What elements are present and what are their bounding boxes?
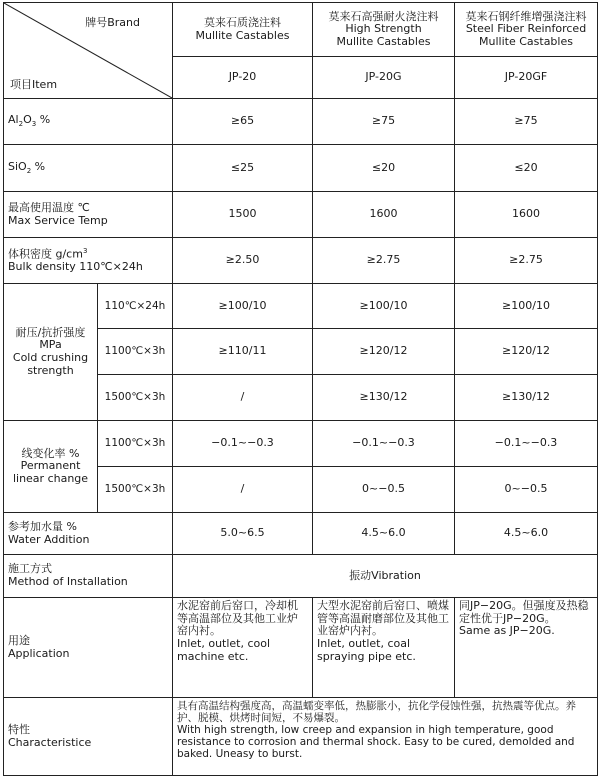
water-value-1: 5.0~6.5 — [173, 513, 313, 555]
strength-cond-2: 1100℃×3h — [98, 329, 173, 375]
bulk-density-value-3: ≥2.75 — [455, 238, 598, 284]
characteristic-label: 特性 Characteristice — [4, 698, 173, 776]
water-row — [4, 513, 598, 555]
installation-value: 振动Vibration — [173, 555, 598, 598]
col-header-3-en2: Mullite Castables — [479, 34, 573, 48]
bulk-density-value-2: ≥2.75 — [313, 238, 455, 284]
strength-value-1-1: ≥100/10 — [173, 284, 313, 329]
al2o3-label: $Al_2O_3$ % — [4, 99, 173, 145]
linear-change-value-2-1: / — [173, 467, 313, 513]
max-temp-value-2: 1600 — [313, 192, 455, 238]
application-value-3: 同JP−20G。但强度及热稳定性优于JP−20G。 Same as JP−20G. — [455, 598, 598, 698]
col-header-1 — [173, 3, 313, 57]
characteristic-row — [4, 698, 598, 776]
application-value-2: 大型水泥窑前后窑口、喷煤管等高温耐磨部位及其他工业窑炉内衬。 Inlet, outlet, coal spraying pipe etc. — [313, 598, 455, 698]
linear-change-cond-2: 1500℃×3h — [98, 467, 173, 513]
bulk-density-label: 体积密度 $g/cm^3$ Bulk density 110℃×24h — [4, 238, 173, 284]
strength-cond-3: 1500℃×3h — [98, 375, 173, 421]
linear-change-row-1 — [4, 421, 598, 467]
al2o3-value-2: ≥75 — [313, 99, 455, 145]
strength-cond-1: 110℃×24h — [98, 284, 173, 329]
col-header-1-zh: 莫来石质浇注料 — [204, 15, 281, 29]
col-header-3-zh: 莫来石钢纤维增强浇注料 — [465, 9, 587, 23]
max-temp-value-3: 1600 — [455, 192, 598, 238]
strength-value-2-1: ≥110/11 — [173, 329, 313, 375]
max-temp-label: 最高使用温度 ℃ Max Service Temp — [4, 192, 173, 238]
strength-value-2-2: ≥120/12 — [313, 329, 455, 375]
application-value-1: 水泥窑前后窑口，冷却机等高温部位及其他工业炉窑内衬。 Inlet, outlet, cool machine etc. — [173, 598, 313, 698]
corner-header-cell — [4, 3, 173, 99]
linear-change-value-2-2: 0~−0.5 — [313, 467, 455, 513]
product-spec-table — [3, 2, 598, 776]
linear-change-value-1-2: −0.1~−0.3 — [313, 421, 455, 467]
strength-value-3-1: / — [173, 375, 313, 421]
col-header-2 — [313, 3, 455, 57]
installation-row — [4, 555, 598, 598]
header-row — [4, 3, 598, 57]
al2o3-value-1: ≥65 — [173, 99, 313, 145]
col-header-2-zh: 莫来石高强耐火浇注料 — [328, 9, 439, 23]
strength-label: 耐压/抗折强度 MPa Cold crushing strength — [4, 284, 98, 421]
sio2-label: SiO$_2$ % — [4, 145, 173, 192]
strength-value-1-2: ≥100/10 — [313, 284, 455, 329]
max-temp-value-1: 1500 — [173, 192, 313, 238]
application-label: 用途 Application — [4, 598, 173, 698]
sio2-value-1: ≤25 — [173, 145, 313, 192]
al2o3-value-3: ≥75 — [455, 99, 598, 145]
linear-change-label: 线变化率 % Permanent linear change — [4, 421, 98, 513]
al2o3-row — [4, 99, 598, 145]
col-header-3 — [455, 3, 598, 57]
linear-change-cond-1: 1100℃×3h — [98, 421, 173, 467]
linear-change-value-1-3: −0.1~−0.3 — [455, 421, 598, 467]
strength-value-3-2: ≥130/12 — [313, 375, 455, 421]
col-header-2-en2: Mullite Castables — [336, 34, 431, 48]
max-temp-row — [4, 192, 598, 238]
item-label: 项目Item — [10, 78, 58, 92]
water-label: 参考加水量 % Water Addition — [4, 513, 173, 555]
col-header-3-en: Steel Fiber Reinforced — [465, 22, 587, 36]
sio2-row — [4, 145, 598, 192]
sio2-value-3: ≤20 — [455, 145, 598, 192]
application-row — [4, 598, 598, 698]
strength-value-2-3: ≥120/12 — [455, 329, 598, 375]
water-value-3: 4.5~6.0 — [455, 513, 598, 555]
strength-value-1-3: ≥100/10 — [455, 284, 598, 329]
col-header-1-en: Mullite Castables — [195, 28, 290, 42]
grade-cell-2: JP-20G — [313, 57, 455, 99]
col-header-2-en: High Strength — [345, 22, 422, 36]
water-value-2: 4.5~6.0 — [313, 513, 455, 555]
bulk-density-value-1: ≥2.50 — [173, 238, 313, 284]
characteristic-value: 具有高温结构强度高，高温蠕变率低，热膨胀小，抗化学侵蚀性强，抗热震等优点。养护、脱模、烘烤时间短，不易爆裂。 With high strength, low creep and expansion in high temperature, good resistance to corrosion and thermal shock. Easy to be cured, demolded and baked. Uneasy to burst. — [173, 698, 598, 776]
linear-change-value-2-3: 0~−0.5 — [455, 467, 598, 513]
strength-value-3-3: ≥130/12 — [455, 375, 598, 421]
grade-cell-3: JP-20GF — [455, 57, 598, 99]
sio2-value-2: ≤20 — [313, 145, 455, 192]
installation-label: 施工方式 Method of Installation — [4, 555, 173, 598]
brand-label: 牌号Brand — [85, 16, 140, 29]
strength-row-1 — [4, 284, 598, 329]
grade-cell-1: JP-20 — [173, 57, 313, 99]
linear-change-value-1-1: −0.1~−0.3 — [173, 421, 313, 467]
bulk-density-row — [4, 238, 598, 284]
